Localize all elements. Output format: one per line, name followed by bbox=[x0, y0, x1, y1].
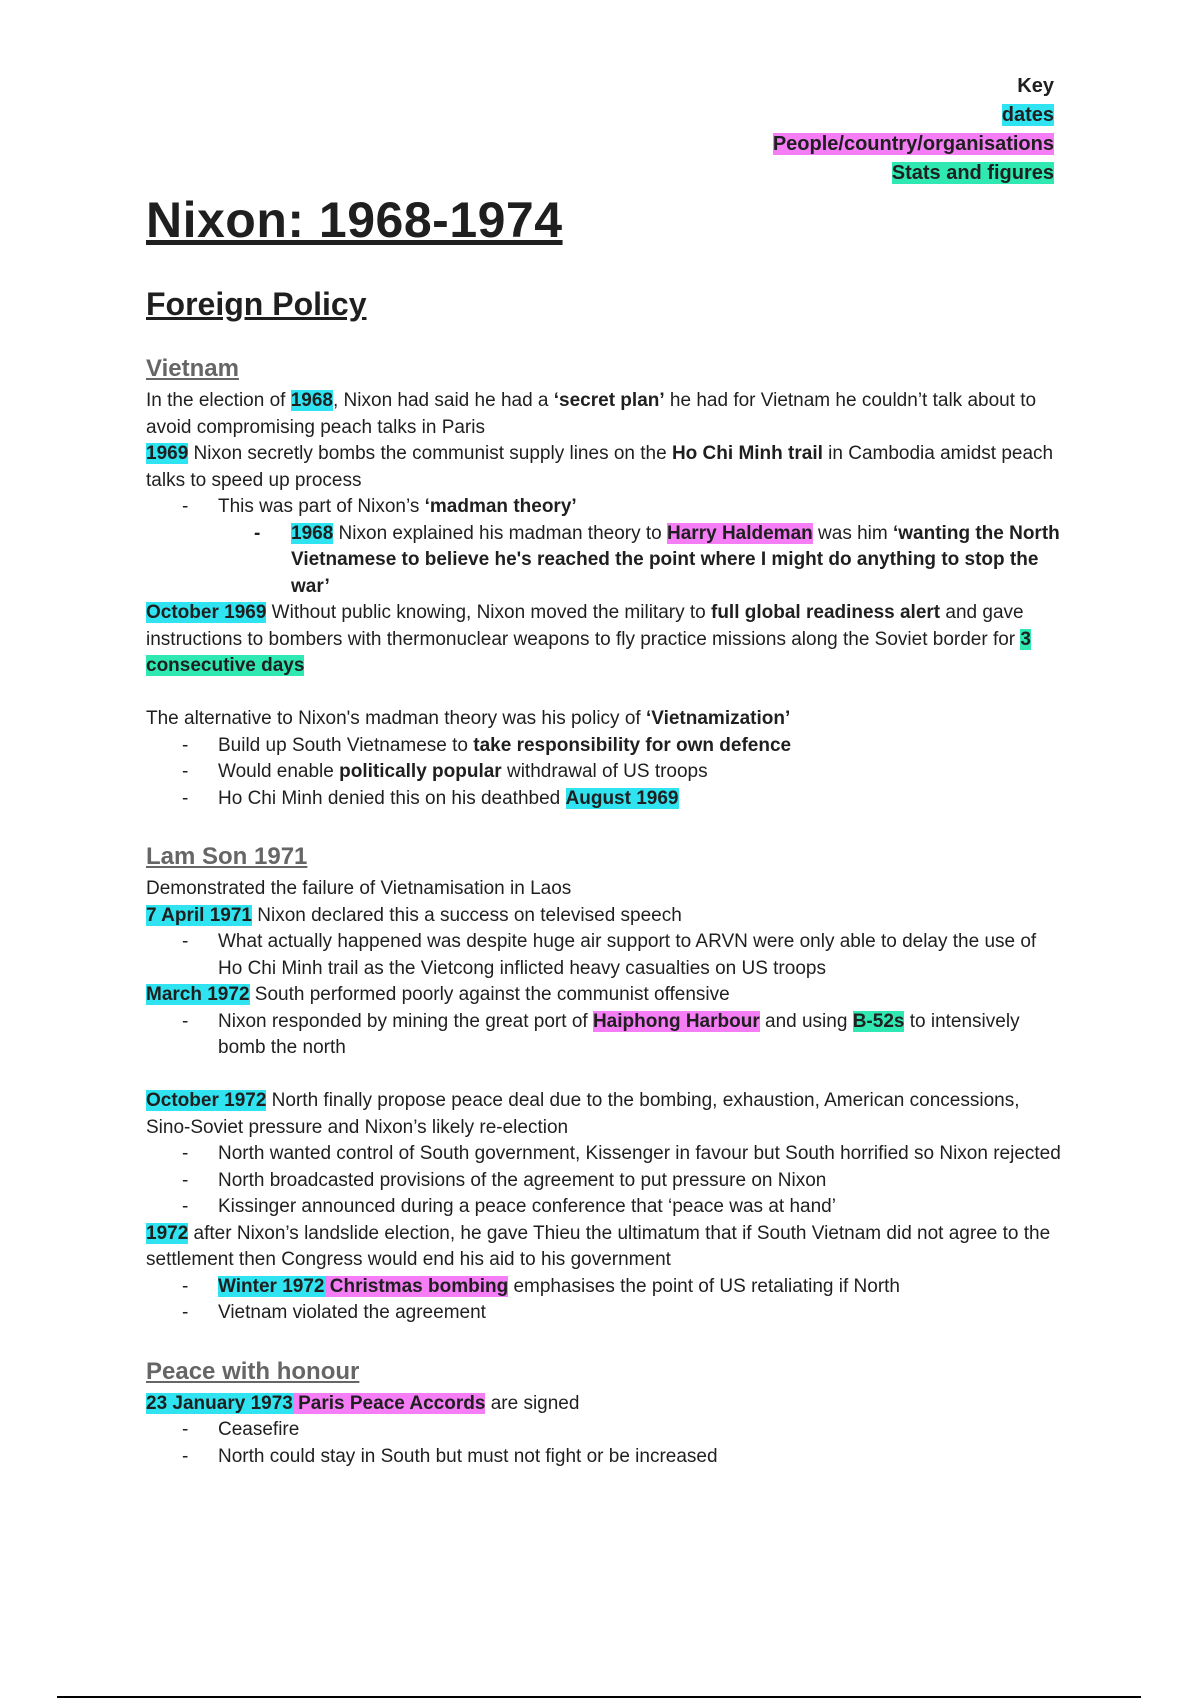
date-highlight: October 1972 bbox=[146, 1090, 267, 1111]
date-highlight: 1972 bbox=[146, 1222, 189, 1244]
paragraph: March 1972 South performed poorly against the communist offensive bbox=[146, 984, 730, 1005]
date-highlight: Winter 1972 bbox=[218, 1275, 325, 1297]
key-stats: Stats and figures bbox=[891, 162, 1054, 184]
date-highlight: 1969 bbox=[146, 443, 189, 464]
stats-highlight: B-52s bbox=[852, 1010, 905, 1032]
paragraph: 7 April 1971 Nixon declared this a success on televised speech bbox=[146, 904, 682, 926]
date-highlight: August 1969 bbox=[565, 787, 679, 809]
key-people: People/country/organisations bbox=[772, 133, 1054, 155]
page-title: Nixon: 1968-1974 bbox=[146, 192, 563, 248]
subheading-peace-with-honour: Peace with honour bbox=[146, 1357, 360, 1385]
bullet-item: - Ceasefire bbox=[146, 1417, 1061, 1444]
date-highlight: October 1969 bbox=[146, 602, 267, 623]
paragraph: 1972 after Nixon’s landslide election, he gave Thieu the ultimatum that if South Vietnam did not agree to the settlement then Congress would end his aid to his government bbox=[146, 1222, 1051, 1270]
bullet-item: - Vietnam violated the agreement bbox=[146, 1300, 1061, 1327]
bullet-item: - Ho Chi Minh denied this on his deathbed August 1969 bbox=[146, 786, 1061, 813]
paragraph: October 1972 North finally propose peace deal due to the bombing, exhaustion, American concessions, Sino-Soviet pressure and Nixon’s likely re-election bbox=[146, 1090, 1020, 1138]
stats-highlight: 3 consecutive days bbox=[146, 628, 1031, 676]
paragraph: Demonstrated the failure of Vietnamisation in Laos bbox=[146, 878, 572, 899]
people-highlight: Harry Haldeman bbox=[667, 522, 813, 544]
key-title: Key bbox=[1017, 75, 1054, 97]
key-legend bbox=[773, 72, 1054, 188]
document-content bbox=[146, 188, 1061, 1470]
page-bottom-rule bbox=[57, 1696, 1141, 1698]
key-dates: dates bbox=[1001, 104, 1054, 126]
subheading-vietnam: Vietnam bbox=[146, 355, 239, 382]
bullet-item: - Would enable politically popular withdrawal of US troops bbox=[146, 759, 1061, 786]
date-highlight: 7 April 1971 bbox=[146, 904, 252, 926]
bullet-item: - North could stay in South but must not fight or be increased bbox=[146, 1444, 1061, 1471]
date-highlight: 23 January 1973 bbox=[146, 1392, 293, 1414]
bullet-item: - North wanted control of South government, Kissenger in favour but South horrified so Nixon rejected bbox=[146, 1141, 1061, 1168]
people-highlight: Paris Peace Accords bbox=[293, 1393, 486, 1414]
subheading-lam-son: Lam Son 1971 bbox=[146, 843, 308, 870]
date-highlight: 1968 bbox=[291, 522, 334, 544]
bullet-item: - Winter 1972 Christmas bombing emphasises the point of US retaliating if North bbox=[146, 1274, 1061, 1301]
paragraph: October 1969 Without public knowing, Nixon moved the military to full global readiness alert and gave instructions to bombers with thermonuclear weapons to fly practice missions along the Soviet border for 3 consecutive days bbox=[146, 602, 1031, 676]
paragraph: 23 January 1973 Paris Peace Accords are signed bbox=[146, 1392, 580, 1414]
bullet-item: - Build up South Vietnamese to take responsibility for own defence bbox=[146, 733, 1061, 760]
section-heading-foreign-policy: Foreign Policy bbox=[146, 286, 367, 322]
sub-bullet-item: - 1968 Nixon explained his madman theory to Harry Haldeman was him ‘wanting the North Vietnamese to believe he's reached the point where I might do anything to stop the war’ bbox=[146, 521, 1061, 601]
people-highlight: Haiphong Harbour bbox=[592, 1010, 760, 1032]
bullet-item: - What actually happened was despite huge air support to ARVN were only able to delay the use of Ho Chi Minh trail as the Vietcong inflicted heavy casualties on US troops bbox=[146, 929, 1061, 982]
paragraph: The alternative to Nixon's madman theory was his policy of ‘Vietnamization’ bbox=[146, 708, 791, 729]
bullet-item: - Nixon responded by mining the great port of Haiphong Harbour and using B-52s to intensively bomb the north bbox=[146, 1009, 1061, 1062]
bullet-item: - North broadcasted provisions of the agreement to put pressure on Nixon bbox=[146, 1168, 1061, 1195]
bullet-item: - Kissinger announced during a peace conference that ‘peace was at hand’ bbox=[146, 1194, 1061, 1221]
date-highlight: March 1972 bbox=[146, 984, 250, 1005]
people-highlight: Christmas bombing bbox=[325, 1276, 509, 1297]
date-highlight: 1968 bbox=[290, 390, 333, 411]
bullet-item: - This was part of Nixon’s ‘madman theory’ bbox=[146, 494, 1061, 521]
paragraph: 1969 Nixon secretly bombs the communist supply lines on the Ho Chi Minh trail in Cambodia amidst peach talks to speed up process bbox=[146, 443, 1054, 491]
paragraph: In the election of 1968, Nixon had said he had a ‘secret plan’ he had for Vietnam he couldn’t talk about to avoid compromising peach talks in Paris bbox=[146, 390, 1037, 438]
